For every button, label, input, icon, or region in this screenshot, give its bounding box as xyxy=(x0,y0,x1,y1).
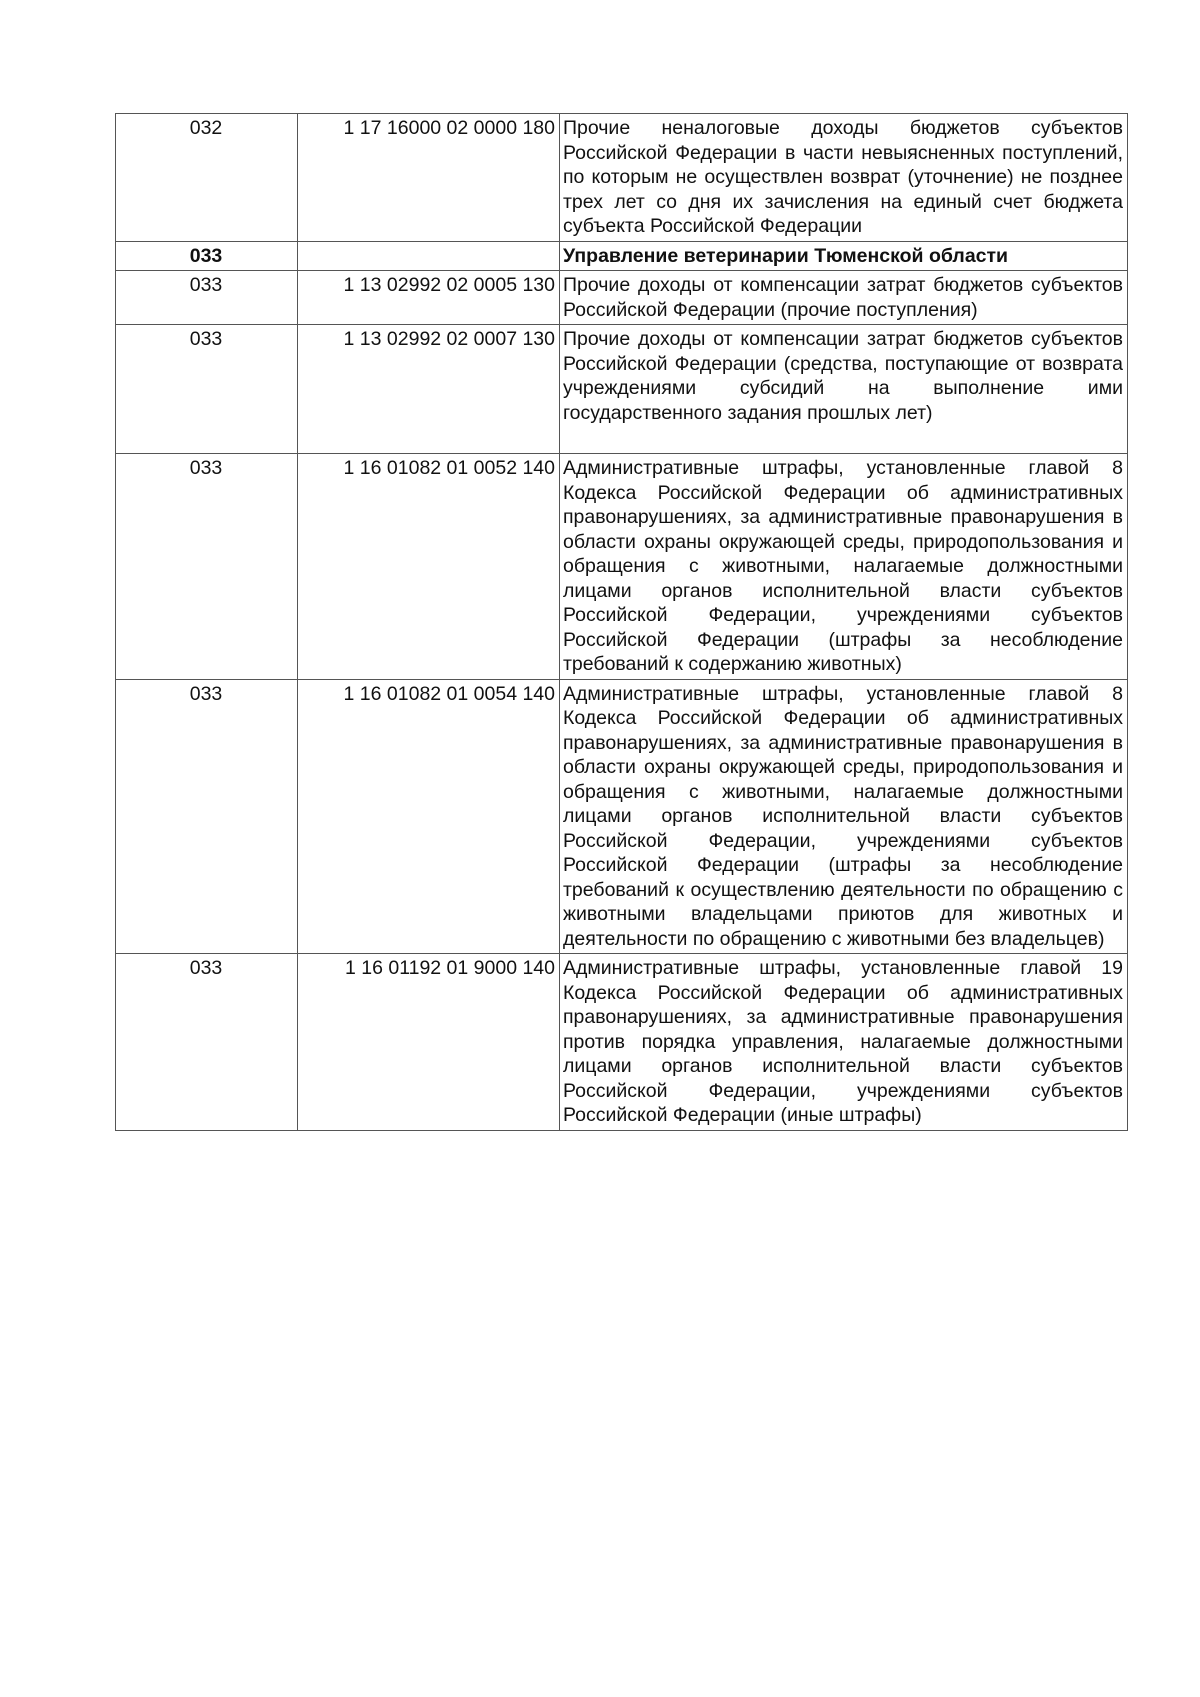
table-row xyxy=(116,114,1128,242)
administrator-code-cell: 033 xyxy=(116,679,298,954)
revenue-name-cell: Административные штрафы, установленные главой 19 Кодекса Российской Федерации об административных правонарушениях, за административные правонарушения против порядка управления, налагаемые должностными лицами органов исполнительной власти субъектов Российской Федерации, учреждениями субъектов Российской Федерации (иные штрафы) xyxy=(560,954,1128,1131)
administrator-code-cell: 033 xyxy=(116,454,298,680)
administrator-header-row xyxy=(116,241,1128,271)
table-row xyxy=(116,325,1128,454)
table-row xyxy=(116,679,1128,954)
budget-classification-code-cell xyxy=(298,241,560,271)
budget-classification-code-cell: 1 13 02992 02 0005 130 xyxy=(298,271,560,325)
administrator-name-cell: Управление ветеринарии Тюменской области xyxy=(560,241,1128,271)
administrator-code-cell: 032 xyxy=(116,114,298,242)
administrator-code-cell: 033 xyxy=(116,954,298,1131)
administrator-code-cell: 033 xyxy=(116,271,298,325)
table-row xyxy=(116,454,1128,680)
table-body xyxy=(116,114,1128,1131)
budget-classification-code-cell: 1 13 02992 02 0007 130 xyxy=(298,325,560,454)
table-row xyxy=(116,954,1128,1131)
budget-codes-table xyxy=(115,113,1128,1131)
budget-classification-code-cell: 1 16 01082 01 0054 140 xyxy=(298,679,560,954)
revenue-name-cell: Прочие неналоговые доходы бюджетов субъектов Российской Федерации в части невыясненных поступлений, по которым не осуществлен возврат (уточнение) не позднее трех лет со дня их зачисления на единый счет бюджета субъекта Российской Федерации xyxy=(560,114,1128,242)
budget-classification-code-cell: 1 16 01082 01 0052 140 xyxy=(298,454,560,680)
revenue-name-cell: Административные штрафы, установленные главой 8 Кодекса Российской Федерации об административных правонарушениях, за административные правонарушения в области охраны окружающей среды, природопользования и обращения с животными, налагаемые должностными лицами органов исполнительной власти субъектов Российской Федерации, учреждениями субъектов Российской Федерации (штрафы за несоблюдение требований к осуществлению деятельности по обращению с животными владельцами приютов для животных и деятельности по обращению с животными без владельцев) xyxy=(560,679,1128,954)
administrator-code-cell: 033 xyxy=(116,325,298,454)
budget-classification-code-cell: 1 17 16000 02 0000 180 xyxy=(298,114,560,242)
revenue-name-cell: Административные штрафы, установленные главой 8 Кодекса Российской Федерации об административных правонарушениях, за административные правонарушения в области охраны окружающей среды, природопользования и обращения с животными, налагаемые должностными лицами органов исполнительной власти субъектов Российской Федерации, учреждениями субъектов Российской Федерации (штрафы за несоблюдение требований к содержанию животных) xyxy=(560,454,1128,680)
revenue-name-cell: Прочие доходы от компенсации затрат бюджетов субъектов Российской Федерации (средства, поступающие от возврата учреждениями субсидий на выполнение ими государственного задания прошлых лет) xyxy=(560,325,1128,454)
budget-classification-code-cell: 1 16 01192 01 9000 140 xyxy=(298,954,560,1131)
administrator-code-cell: 033 xyxy=(116,241,298,271)
revenue-name-cell: Прочие доходы от компенсации затрат бюджетов субъектов Российской Федерации (прочие поступления) xyxy=(560,271,1128,325)
table-row xyxy=(116,271,1128,325)
